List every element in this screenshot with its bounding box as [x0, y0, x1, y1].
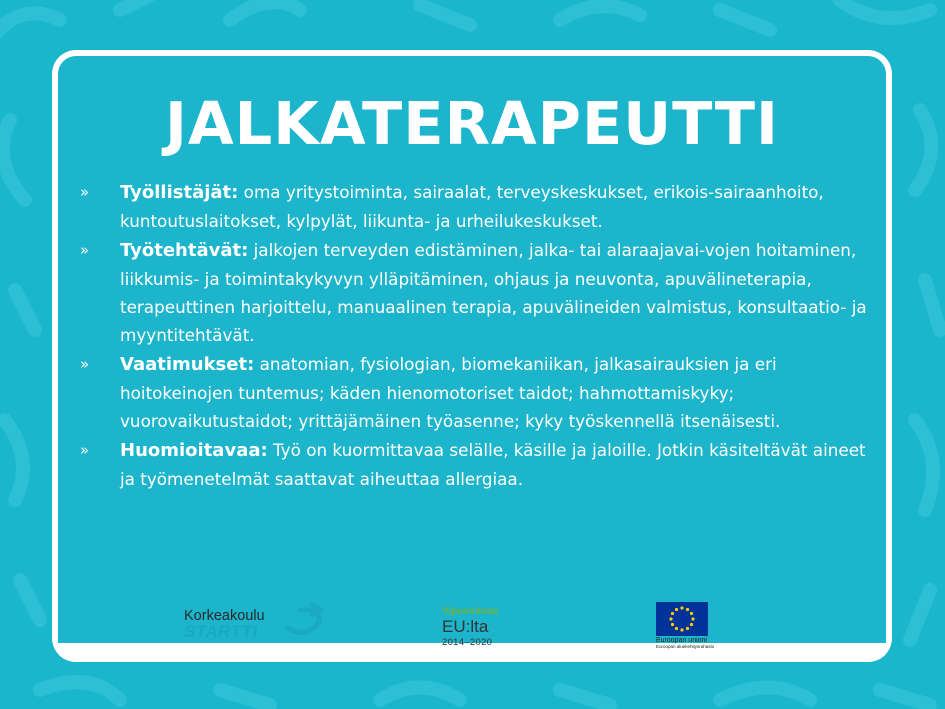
- page-title: JALKATERAPEUTTI: [165, 89, 779, 158]
- item-text: Työ on kuormittavaa selälle, käsille ja jaloille. Jotkin käsiteltävät aineet ja työmenetelmät saattavat aiheuttaa allergiaa.: [120, 439, 866, 489]
- list-item-requirements: [80, 350, 870, 436]
- info-list: [80, 178, 870, 493]
- vipuvoimaa-logo: [442, 606, 522, 654]
- bullet-icon: »: [80, 354, 90, 373]
- logo-euilta-text: EU:lta: [442, 617, 489, 636]
- startti-swoosh-icon: [284, 602, 326, 642]
- logo-vipuvoimaa-text: Vipuvoimaa: [442, 606, 498, 617]
- korkeakoulu-startti-logo: [184, 600, 334, 650]
- item-text: anatomian, fysiologian, biomekaniikan, jalkasairauksien ja eri hoitokeinojen tuntemus; käden hienomotoriset taidot; hahmottamiskyky; vuorovaikutustaidot; yrittäjämäinen työasenne; kyky työskennellä itsenäisesti.: [120, 353, 781, 432]
- item-label: Työtehtävät:: [120, 239, 249, 261]
- logo-korkeakoulu-text: Korkeakoulu: [184, 608, 265, 624]
- logo-eu-fund-text: Euroopan aluekehitysrahasto: [656, 644, 715, 649]
- bullet-icon: »: [80, 240, 90, 259]
- logo-years-text: 2014–2020: [442, 637, 493, 648]
- content-card: [52, 50, 892, 662]
- list-item-tasks: [80, 236, 870, 350]
- item-label: Vaatimukset:: [120, 353, 255, 375]
- item-text: jalkojen terveyden edistäminen, jalka- tai alaraajavai-vojen hoitaminen, liikkumis- ja toimintakykyvyn ylläpitäminen, ohjaus ja neuvonta, apuvälineterapia, terapeuttinen harjoittelu, manuaalinen terapia, apuvälineiden valmistus, konsultaatio- ja myyntitehtävät.: [120, 239, 867, 346]
- eu-logo: [656, 602, 716, 652]
- bullet-icon: »: [80, 440, 90, 459]
- logo-eu-union-text: Euroopan unioni: [656, 637, 707, 644]
- list-item-employers: [80, 178, 870, 236]
- logo-startti-text: STARTTI: [184, 622, 258, 641]
- item-label: Työllistäjät:: [120, 182, 239, 203]
- info-panel: [58, 56, 886, 643]
- bullet-icon: »: [80, 183, 90, 201]
- item-label: Huomioitavaa:: [120, 439, 268, 461]
- list-item-notes: [80, 436, 870, 494]
- item-text: oma yritystoiminta, sairaalat, terveyskeskukset, erikois-sairaanhoito, kuntoutuslaitokset, kylpylät, liikunta- ja urheilukeskukset.: [120, 182, 824, 232]
- eu-flag-icon: [656, 602, 708, 636]
